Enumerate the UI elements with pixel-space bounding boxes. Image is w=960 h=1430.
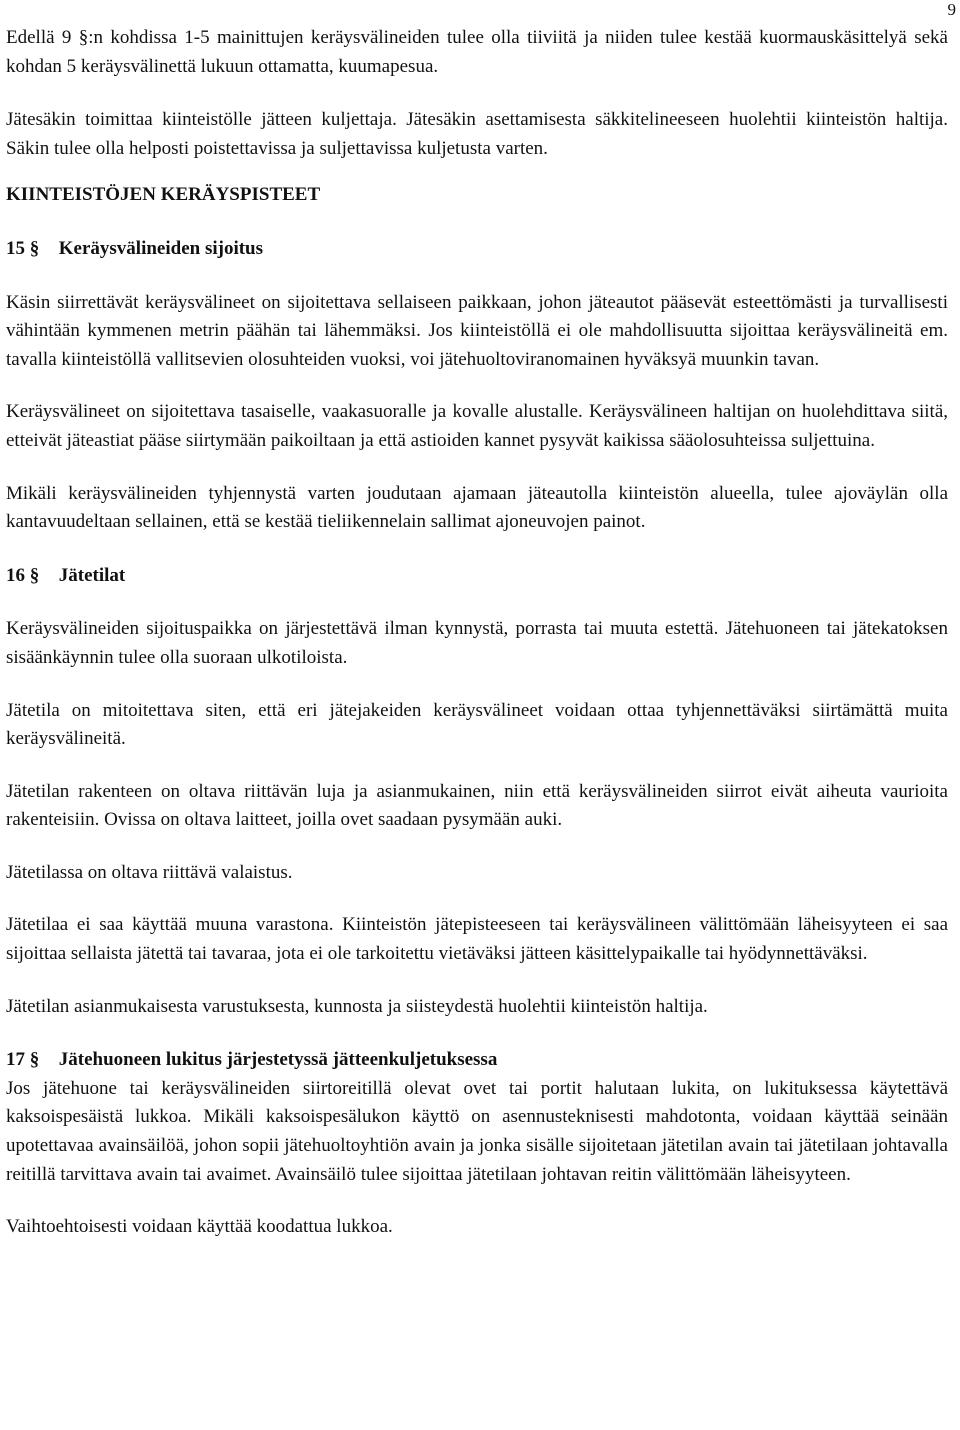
section-16-symbol: § — [29, 564, 40, 586]
intro-paragraph-2: Jätesäkin toimittaa kiinteistölle jätteen kuljettaja. Jätesäkin asettamisesta säkkitelineeseen huolehtii kiinteistön haltija. Säkin tulee olla helposti poistettavissa ja suljettavissa kuljetusta varten. — [6, 109, 948, 159]
section-17-number: 17 — [6, 1049, 25, 1071]
section-16-paragraph-3: Jätetilan rakenteen on oltava riittävän luja ja asianmukainen, niin että keräysvälineiden siirrot eivät aiheuta vaurioita rakenteisiin. Ovissa on oltava laitteet, joilla ovet saadaan pysymään auki. — [6, 780, 948, 831]
section-15-paragraph-3: Mikäli keräysvälineiden tyhjennystä varten joudutaan ajamaan jäteautolla kiinteistön alueella, tulee ajoväylän olla kantavuudeltaan sellainen, että se kestää tieliikennelain sallimat ajoneuvojen painot. — [6, 482, 948, 533]
section-17-paragraph-1: Jos jätehuone tai keräysvälineiden siirtoreitillä olevat ovet tai portit halutaan lukita, on lukituksessa käytettävä kaksoispesäistä lukkoa. Mikäli kaksoispesälukon käyttö on asennusteknisesti mahdotonta, voidaan käyttää seinään upotettavaa avainsäilöä, johon sopii jätehuoltoyhtiön avain ja jonka sisälle sijoitetaan jätetilan avain tai jätetilaan johtavalla reitillä tarvittava avain tai avaimet. Avainsäilö tulee sijoittaa jätetilaan johtavan reitin välittömään läheisyyteen. — [6, 1077, 948, 1185]
section-16-paragraph-4: Jätetilassa on oltava riittävä valaistus. — [6, 861, 293, 883]
intro-paragraph-1: Edellä 9 §:n kohdissa 1-5 mainittujen keräysvälineiden tulee olla tiiviitä ja niiden tulee kestää kuormauskäsittelyä sekä kohdan 5 keräysvälinettä lukuun ottamatta, kuumapesua. — [6, 27, 948, 77]
section-15-title: Keräysvälineiden sijoitus — [58, 237, 264, 259]
section-15-symbol: § — [29, 237, 40, 259]
page-content — [6, 24, 948, 1242]
section-16-paragraph-1: Keräysvälineiden sijoituspaikka on järjestettävä ilman kynnystä, porrasta tai muuta estettä. Jätehuoneen tai jätekatoksen sisäänkäynnin tulee olla suoraan ulkotiloista. — [6, 618, 948, 668]
section-16-paragraph-2: Jätetila on mitoitettava siten, että eri jätejakeiden keräysvälineet voidaan ottaa tyhjennettäväksi siirtämättä muita keräysvälineitä. — [6, 699, 948, 750]
section-16-heading — [6, 562, 948, 591]
section-15-paragraph-2: Keräysvälineet on sijoitettava tasaiselle, vaakasuoralle ja kovalle alustalle. Keräysvälineen haltijan on huolehdittava siitä, etteivät jäteastiat pääse siirtymään paikoiltaan ja että astioiden kannet pysyvät kaikissa sääolosuhteissa suljettuina. — [6, 401, 948, 451]
section-16-number: 16 — [6, 564, 25, 586]
section-16-paragraph-6: Jätetilan asianmukaisesta varustuksesta, kunnosta ja siisteydestä huolehtii kiinteistön haltija. — [6, 995, 708, 1017]
section-17-title: Jätehuoneen lukitus järjestetyssä jätteenkuljetuksessa — [58, 1049, 498, 1071]
section-17-symbol: § — [29, 1049, 40, 1071]
section-16-title: Jätetilat — [58, 564, 126, 586]
section-17-paragraph-2: Vaihtoehtoisesti voidaan käyttää koodattua lukkoa. — [6, 1216, 393, 1238]
section-15-number: 15 — [6, 237, 25, 259]
section-15-heading — [6, 235, 948, 264]
main-heading: KIINTEISTÖJEN KERÄYSPISTEET — [6, 184, 321, 206]
section-16-paragraph-5: Jätetilaa ei saa käyttää muuna varastona. Kiinteistön jätepisteeseen tai keräysvälineen välittömään läheisyyteen ei saa sijoittaa sellaista jätettä tai tavaraa, jota ei ole tarkoitettu vietäväksi jätteen käsittelypaikalle tai hyödynnettäväksi. — [6, 914, 948, 965]
page-number: 9 — [947, 0, 956, 19]
section-17-heading — [6, 1046, 948, 1075]
section-15-paragraph-1: Käsin siirrettävät keräysvälineet on sijoitettava sellaiseen paikkaan, johon jäteautot pääsevät esteettömästi ja turvallisesti vähintään kymmenen metrin päähän tai lähemmäksi. Jos kiinteistöllä ei ole mahdollisuutta sijoittaa keräysvälineitä em. tavalla kiinteistöllä vallitsevien olosuhteiden vuoksi, voi jätehuoltoviranomainen hyväksyä muunkin tavan. — [6, 291, 948, 370]
